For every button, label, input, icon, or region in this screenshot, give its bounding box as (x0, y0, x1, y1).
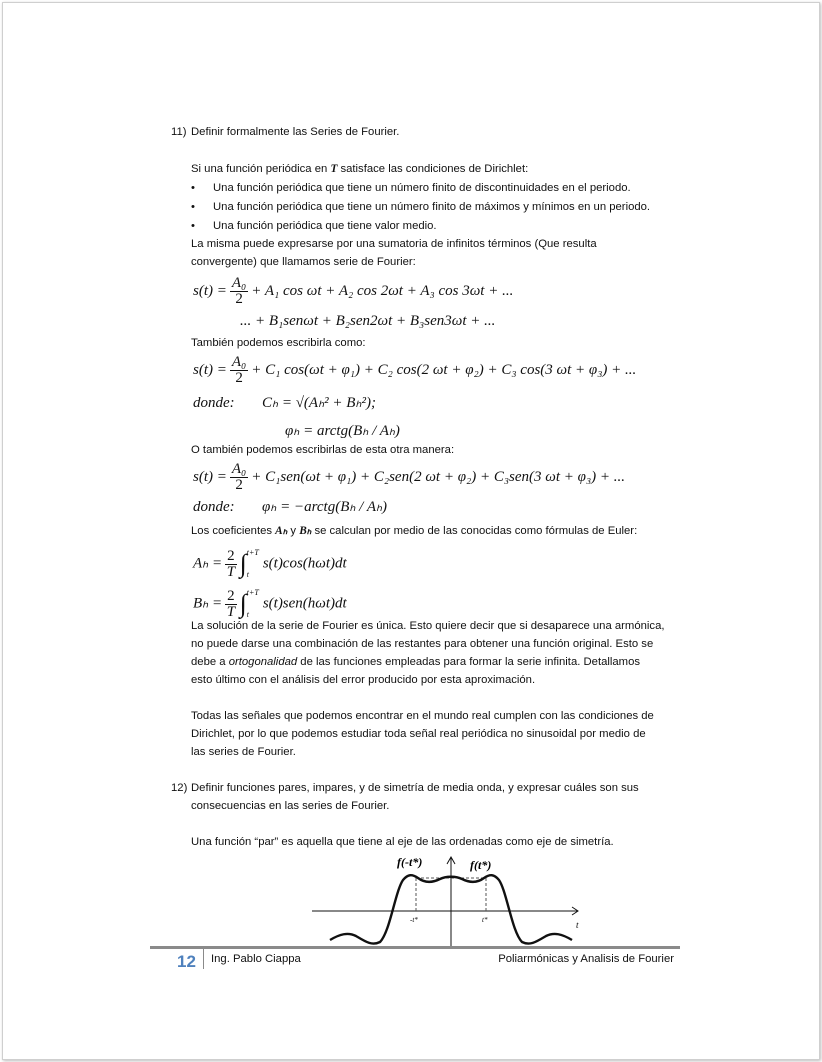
formula-sine-form: s(t) = $\frac{\text{A₀}}{2}$ + C₁sen(ωt + φ₁) + C₂sen(2 ωt + φ₂) + C₃sen(3 ωt + φ₃) + ... (193, 461, 626, 493)
footer-separator (203, 949, 204, 969)
paragraph-line: Una función “par” es aquella que tiene al eje de las ordenadas como eje de simetría. (191, 836, 614, 848)
paragraph-line: convergente) que llamamos serie de Fourier: (191, 256, 416, 268)
paragraph-line: esto último con el análisis del error producido por esta aproximación. (191, 674, 536, 686)
paragraph-line: no puede darse una combinación de las restantes para obtener una función original. Esto se (191, 638, 654, 650)
formula-donde: donde: (193, 395, 235, 411)
footer-title: Poliarmónicas y Analisis de Fourier (498, 953, 674, 965)
bullet-item: Una función periódica que tiene un número finito de discontinuidades en el periodo. (213, 182, 631, 194)
paragraph-line: debe a ortogonalidad de las funciones empleadas para formar la serie infinita. Detallamos (191, 656, 641, 668)
formula-fourier-series-line2: ... + B₁senωt + B₂sen2ωt + B₃sen3ωt + ... (240, 313, 496, 329)
formula-phi-2: φₕ = −arctg(Bₕ / Aₕ) (262, 499, 388, 515)
coefficients-text: Los coeficientes Aₕ y Bₕ se calculan por medio de las conocidas como fórmulas de Euler: (191, 525, 638, 537)
tick-neg-t: -t* (410, 916, 418, 924)
footer-author: Ing. Pablo Ciappa (211, 953, 301, 965)
question-11-number: 11) (171, 126, 187, 138)
formula-fourier-series: s(t) = $\frac{\text{A₀}}{2}$ + A₁ cos ωt + A₂ cos 2ωt + A₃ cos 3ωt + ... (193, 275, 514, 307)
paragraph-line: La misma puede expresarse por una sumatoria de infinitos términos (Que resulta (191, 238, 597, 250)
bullet-icon: • (191, 201, 195, 213)
question-12-title: Definir funciones pares, impares, y de simetría de media onda, y expresar cuáles son sus (191, 782, 639, 794)
even-function-figure (300, 852, 600, 948)
page-number: 12 (177, 952, 196, 971)
formula-bh: Bₕ = $\frac{2}{T}$ ∫ t+T t s(t)sen(hωt)dt (193, 587, 347, 620)
formula-phi: φₕ = arctg(Bₕ / Aₕ) (285, 423, 400, 439)
tick-t: t* (482, 916, 488, 924)
paragraph-line: O también podemos escribirlas de esta otra manera: (191, 444, 455, 456)
intro-text: Si una función periódica en T satisface las condiciones de Dirichlet: (191, 163, 529, 175)
formula-ah: Aₕ = $\frac{2}{T}$ ∫ t+T t s(t)cos(hωt)dt (193, 547, 347, 580)
label-f-neg-t: f(-t*) (397, 855, 423, 869)
bullet-icon: • (191, 182, 195, 194)
paragraph-line: Todas las señales que podemos encontrar en el mundo real cumplen con las condiciones de (191, 710, 654, 722)
label-f-t: f(t*) (470, 858, 492, 872)
question-11-title: Definir formalmente las Series de Fourier. (191, 126, 400, 138)
formula-cosine-form: s(t) = $\frac{\text{A₀}}{2}$ + C₁ cos(ωt + φ₁) + C₂ cos(2 ωt + φ₂) + C₃ cos(3 ωt + φ₃) + ... (193, 354, 637, 386)
question-12-number: 12) (171, 782, 188, 794)
paragraph-line: También podemos escribirla como: (191, 337, 366, 349)
bullet-item: Una función periódica que tiene valor medio. (213, 220, 437, 232)
bullet-icon: • (191, 220, 195, 232)
axis-label-t: t (576, 920, 579, 930)
paragraph-line: La solución de la serie de Fourier es única. Esto quiere decir que si desaparece una armónica, (191, 620, 665, 632)
footer-divider (150, 946, 680, 949)
formula-ch: Cₕ = √(Aₕ² + Bₕ²); (262, 395, 376, 411)
paragraph-line: las series de Fourier. (191, 746, 296, 758)
paragraph-line: Dirichlet, por lo que podemos estudiar toda señal real periódica no sinusoidal por medio de (191, 728, 646, 740)
question-12-title: consecuencias en las series de Fourier. (191, 800, 390, 812)
formula-donde: donde: (193, 499, 235, 515)
bullet-item: Una función periódica que tiene un número finito de máximos y mínimos en un periodo. (213, 201, 651, 213)
